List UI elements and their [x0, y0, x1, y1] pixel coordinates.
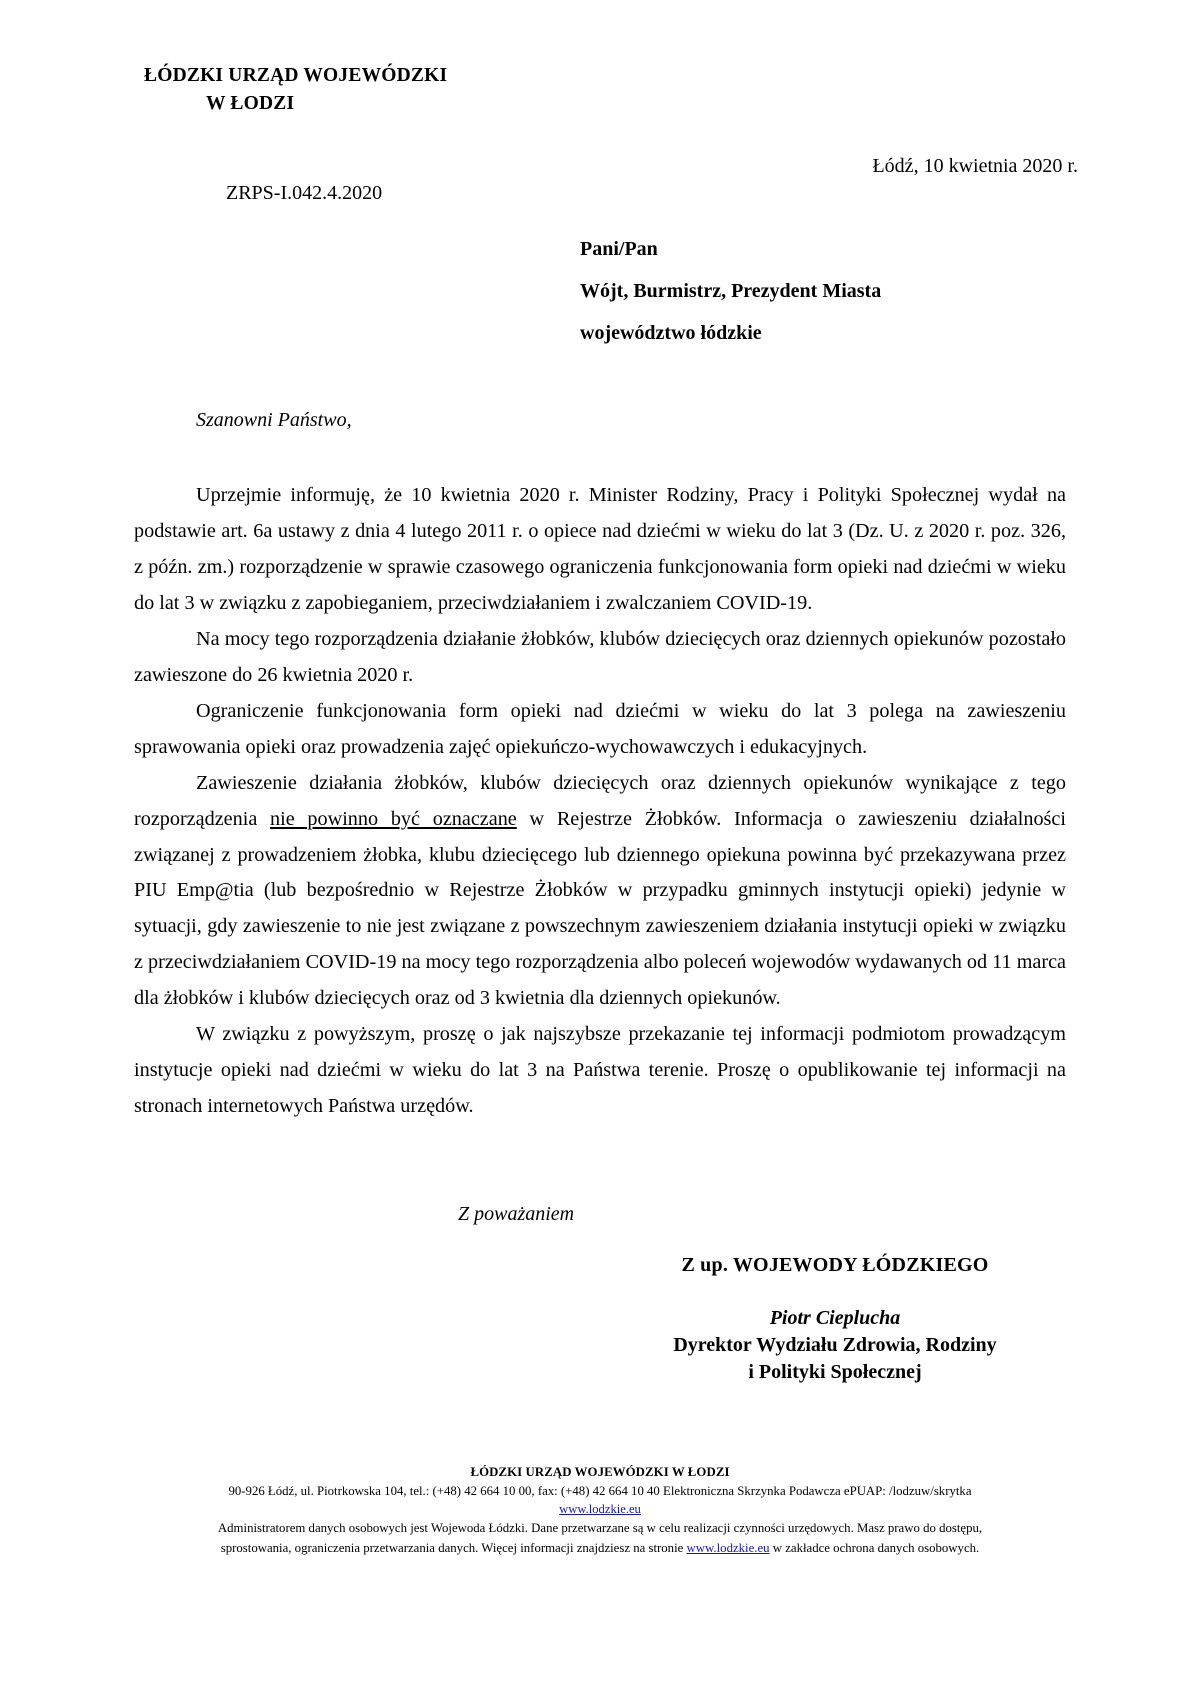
- body-paragraph-4: [134, 766, 1066, 1018]
- body-paragraph-4-part-2: w Rejestrze Żłobków. Informacja o zawieszeniu działalności związanej z prowadzeniem żłobka, klubu dziecięcego lub dziennego opiekuna powinna być przekazywana przez PIU Emp@tia (lub bezpośrednio w Rejestrze Żłobków w przypadku gminnych instytucji opieki) jedynie w sytuacji, gdy zawieszenie to nie jest związane z powszechnym zawieszeniem działania instytucji opieki w związku z przeciwdziałaniem COVID-19 na mocy tego rozporządzenia albo poleceń wojewodów wydawanych od 11 marca dla żłobków i klubów dziecięcych oraz od 3 kwietnia dla dziennych opiekunów.: [134, 807, 1066, 1010]
- footer-website-line: [0, 1500, 1200, 1518]
- body-paragraph-2: Na mocy tego rozporządzenia działanie żłobków, klubów dziecięcych oraz dziennych opiekunów pozostało zawieszone do 26 kwietnia 2020 r.: [134, 627, 1066, 686]
- letterhead-line-1: ŁÓDZKI URZĄD WOJEWÓDZKI: [144, 65, 448, 86]
- footer-rodo-text-b: w zakładce ochrona danych osobowych.: [769, 1540, 980, 1555]
- addressee-block: [580, 228, 881, 354]
- body-paragraph-1: Uprzejmie informuję, że 10 kwietnia 2020 r. Minister Rodziny, Pracy i Polityki Społecznej wydał na podstawie art. 6a ustawy z dnia 4 lutego 2011 r. o opiece nad dziećmi w wieku do lat 3 (Dz. U. z 2020 r. poz. 326, z późn. zm.) rozporządzenie w sprawie czasowego ograniczenia funkcjonowania form opieki nad dziećmi w wieku do lat 3 w związku z zapobieganiem, przeciwdziałaniem i zwalczaniem COVID-19.: [134, 484, 1066, 614]
- reference-number: ZRPS-I.042.4.2020: [226, 182, 383, 204]
- addressee-line-1: Pani/Pan: [580, 238, 658, 260]
- footer-rodo-link[interactable]: www.lodzkie.eu: [686, 1540, 770, 1555]
- place-and-date: Łódź, 10 kwietnia 2020 r.: [872, 155, 1078, 177]
- body-paragraph-5: W związku z powyższym, proszę o jak najszybsze przekazanie tej informacji podmiotom prowadzącym instytucje opieki nad dziećmi w wieku do lat 3 na Państwa terenie. Proszę o opublikowanie tej informacji na stronach internetowych Państwa urzędów.: [134, 1023, 1066, 1118]
- footer-rodo-line-2: [0, 1539, 1200, 1558]
- letterhead: [144, 62, 447, 119]
- closing-phrase: Z poważaniem: [458, 1203, 575, 1225]
- footer-address: 90-926 Łódź, ul. Piotrkowska 104, tel.: (+48) 42 664 10 00, fax: (+48) 42 664 10 40 Elektroniczna Skrzynka Podawcza ePUAP: /lodzuw/skrytka: [228, 1483, 972, 1498]
- letter-body: [134, 478, 1066, 1125]
- body-paragraph-4-part-1: Zawieszenie działania żłobków, klubów dziecięcych oraz dziennych opiekunów wynikające z tego rozporządzenia: [134, 771, 1066, 830]
- body-paragraph-3: Ograniczenie funkcjonowania form opieki nad dziećmi w wieku do lat 3 polega na zawieszeniu sprawowania opieki oraz prowadzenia zajęć opiekuńczo-wychowawczych i edukacyjnych.: [134, 699, 1066, 758]
- signature-authority: Z up. WOJEWODY ŁÓDZKIEGO: [681, 1254, 989, 1276]
- signature-name: Piotr Cieplucha: [769, 1307, 901, 1329]
- signature-role-line-2: i Polityki Społecznej: [748, 1361, 922, 1383]
- addressee-line-2: Wójt, Burmistrz, Prezydent Miasta: [580, 280, 882, 302]
- footer-rodo-text-a: sprostowania, ograniczenia przetwarzania danych. Więcej informacji znajdziesz na stronie: [220, 1540, 687, 1555]
- body-paragraph-4-underlined: nie powinno być oznaczane: [270, 807, 517, 830]
- signature-block: [600, 1252, 1070, 1386]
- addressee-line-3: województwo łódzkie: [580, 322, 762, 344]
- letterhead-line-2: W ŁODZI: [206, 93, 295, 115]
- footer-rodo-line-1: Administratorem danych osobowych jest Wojewoda Łódzki. Dane przetwarzane są w celu realizacji czynności urzędowych. Masz prawo do dostępu,: [217, 1521, 983, 1536]
- signature-role-line-1: Dyrektor Wydziału Zdrowia, Rodziny: [673, 1334, 997, 1356]
- page-footer: [0, 1463, 1200, 1557]
- footer-institution: ŁÓDZKI URZĄD WOJEWÓDZKI W ŁODZI: [470, 1465, 730, 1479]
- footer-website-link[interactable]: www.lodzkie.eu: [559, 1502, 641, 1517]
- salutation: Szanowni Państwo,: [196, 409, 352, 431]
